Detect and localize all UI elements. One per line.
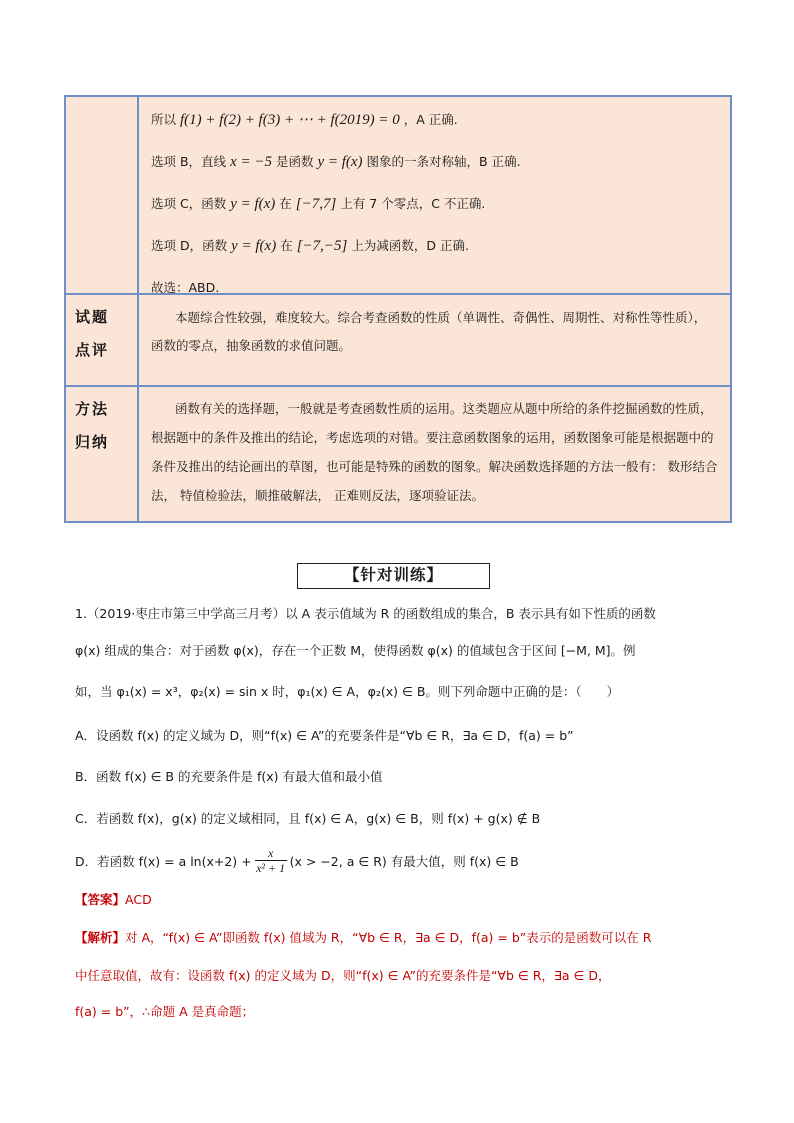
comment-label <box>66 295 139 385</box>
fraction <box>255 846 287 875</box>
solution-row <box>66 97 730 295</box>
text: 上为减函数，D 正确. <box>351 238 469 253</box>
formula: y = f(x) <box>317 154 363 170</box>
comment-text: 本题综合性较强，难度较大。综合考查函数的性质（单调性、奇偶性、周期性、对称性等性质），函数的零点，抽象函数的求值问题。 <box>151 310 707 353</box>
solution-line-3 <box>151 189 718 231</box>
text: 所以 <box>151 112 177 127</box>
label-line: 归纳 <box>75 433 110 451</box>
option-c: C．若函数 f(x)，g(x) 的定义域相同，且 f(x) ∈ A，g(x) ∈ B，则 f(x) + g(x) ∉ B <box>75 811 541 826</box>
analysis-line-1 <box>75 928 651 946</box>
fraction-denominator: x² + 1 <box>256 861 286 875</box>
option-d <box>75 846 519 875</box>
method-label <box>66 387 139 521</box>
label-line: 方法 <box>75 400 110 418</box>
text: 上有 7 个零点，C 不正确. <box>340 196 486 211</box>
solution-line-2 <box>151 147 718 189</box>
solution-table <box>64 95 732 523</box>
solution-line-5: 故选：ABD. <box>151 280 220 295</box>
method-text: 函数有关的选择题，一般就是考查函数性质的运用。这类题应从题中所给的条件挖掘函数的性质，根据题中的条件及推出的结论，考虑选项的对错。要注意函数图象的运用，函数图象可能是根据题中的条件及推出的结论画出的草图，也可能是特殊的函数的图象。解决函数选择题的方法一般有： 数形结合法， 特值检验法，顺推破解法， 正难则反法，逐项验证法。 <box>151 401 718 503</box>
formula: y = f(x) <box>230 196 276 212</box>
formula: y = f(x) <box>231 238 277 254</box>
formula: [−7,7] <box>295 196 337 212</box>
formula: [−7,−5] <box>296 238 348 254</box>
analysis-label: 【解析】 <box>75 930 126 945</box>
analysis-text: 对 A，“f(x) ∈ A”即函数 f(x) 值域为 R，“∀b ∈ R，∃a ∈ D，f(a) = b”表示的是函数可以在 R <box>125 930 652 945</box>
answer-label: 【答案】 <box>75 892 126 907</box>
text: 选项 C，函数 <box>151 196 227 211</box>
solution-content <box>139 97 730 293</box>
text: 在 <box>279 196 292 211</box>
question-line-3: 如，当 φ₁(x) = x³，φ₂(x) = sin x 时，φ₁(x) ∈ A，φ₂(x) ∈ B。则下列命题中正确的是：（ ） <box>75 684 620 699</box>
question-line-2: φ(x) 组成的集合：对于函数 φ(x)，存在一个正数 M，使得函数 φ(x) 的值域包含于区间 [−M, M]。例 <box>75 643 636 658</box>
text: 是函数 <box>275 154 314 169</box>
solution-line-4 <box>151 231 718 273</box>
text: 图象的一条对称轴，B 正确. <box>366 154 521 169</box>
question-line-1: 1.（2019·枣庄市第三中学高三月考）以 A 表示值域为 R 的函数组成的集合，B 表示具有如下性质的函数 <box>75 606 656 621</box>
comment-row <box>66 295 730 387</box>
answer <box>75 890 152 908</box>
formula: x = −5 <box>230 154 272 170</box>
option-b: B．函数 f(x) ∈ B 的充要条件是 f(x) 有最大值和最小值 <box>75 769 383 784</box>
row-label-empty <box>66 97 139 293</box>
label-line: 点评 <box>75 341 110 359</box>
option-d-prefix: D．若函数 f(x) = a ln(x+2) + <box>75 853 252 869</box>
option-a: A．设函数 f(x) 的定义域为 D，则“f(x) ∈ A”的充要条件是“∀b ∈ R，∃a ∈ D，f(a) = b” <box>75 728 574 743</box>
text: 在 <box>280 238 293 253</box>
answer-value: ACD <box>125 892 152 907</box>
text: 选项 B，直线 <box>151 154 227 169</box>
fraction-numerator: x <box>267 846 274 860</box>
label-line: 试题 <box>75 308 110 326</box>
text: ，A 正确. <box>403 112 458 127</box>
text: 选项 D，函数 <box>151 238 228 253</box>
solution-line-1 <box>151 105 718 147</box>
analysis-line-3: f(a) = b”，∴命题 A 是真命题； <box>75 1004 255 1019</box>
analysis-line-2: 中任意取值，故有：设函数 f(x) 的定义域为 D，则“f(x) ∈ A”的充要条件是“∀b ∈ R，∃a ∈ D， <box>75 968 611 983</box>
section-title: 【针对训练】 <box>297 563 490 589</box>
formula: f(1) + f(2) + f(3) + ⋯ + f(2019) = 0 <box>180 112 400 128</box>
option-d-suffix: (x > −2, a ∈ R) 有最大值，则 f(x) ∈ B <box>289 853 519 869</box>
method-row <box>66 387 730 521</box>
